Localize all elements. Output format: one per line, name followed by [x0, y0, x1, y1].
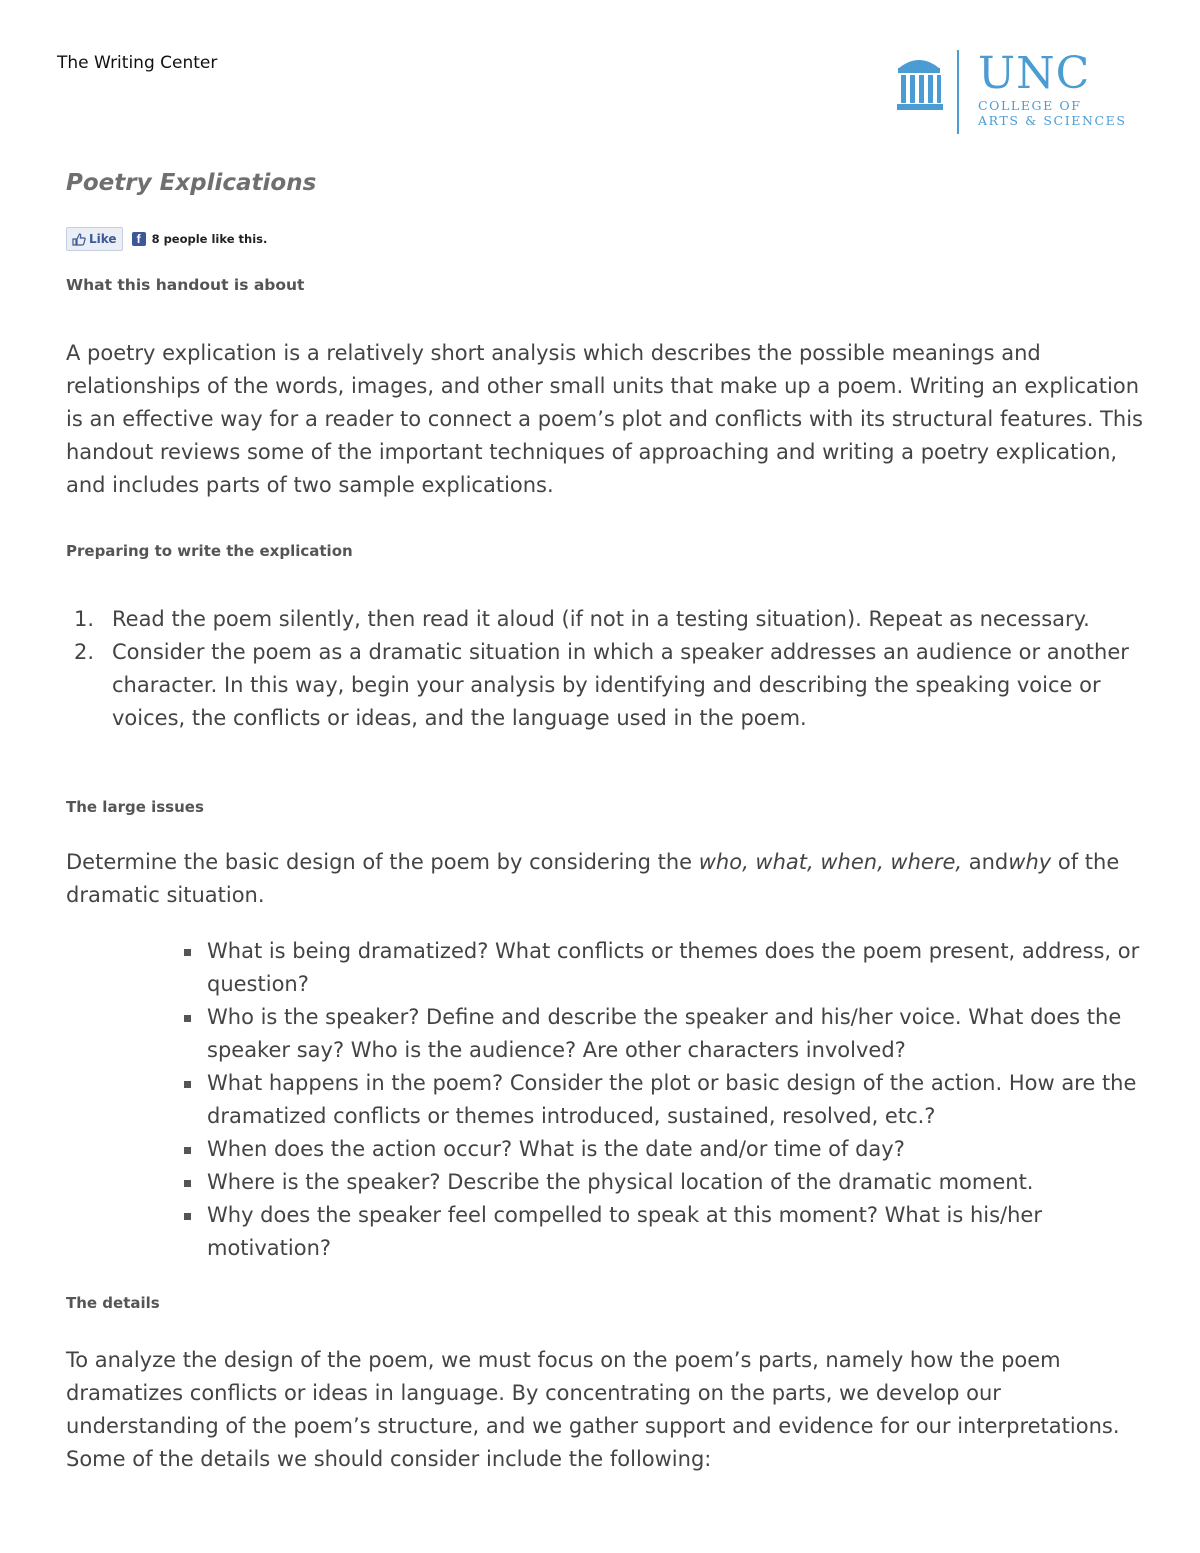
- list-item: [182, 1067, 1152, 1133]
- old-well-icon: [893, 50, 953, 134]
- heading-about: What this handout is about: [66, 276, 305, 294]
- list-item: [182, 935, 1152, 1001]
- intro-italic-who: who, what, when, where,: [698, 850, 963, 874]
- bullet-icon: [184, 1213, 191, 1220]
- bullet-icon: [184, 1147, 191, 1154]
- bullet-icon: [184, 1015, 191, 1022]
- question-text: Who is the speaker? Define and describe the speaker and his/her voice. What does the speaker say? Who is the audience? Are other characters involved?: [207, 1005, 1122, 1062]
- logo-unc: UNC: [978, 48, 1091, 99]
- like-button-label: Like: [89, 232, 117, 246]
- like-count: 8 people like this.: [151, 232, 268, 246]
- list-item: [66, 603, 1156, 636]
- intro-italic-why: why: [1008, 850, 1052, 874]
- page-title: Poetry Explications: [66, 170, 317, 196]
- list-item: [182, 1166, 1152, 1199]
- bullet-icon: [184, 1081, 191, 1088]
- logo-wordmark: [978, 50, 1127, 128]
- logo-line1: COLLEGE OF: [978, 98, 1082, 113]
- org-name: The Writing Center: [57, 53, 218, 73]
- facebook-icon: f: [132, 232, 146, 246]
- logo-line2: ARTS & SCIENCES: [978, 113, 1127, 128]
- details-paragraph: To analyze the design of the poem, we must focus on the poem’s parts, namely how the poem dramatizes conflicts or ideas in language. By concentrating on the parts, we develop our understanding of the poem’s structure, and we gather support and evidence for our interpretations. Some of the details we should consider include the following:: [66, 1348, 1120, 1471]
- question-text: Why does the speaker feel compelled to speak at this moment? What is his/her motivation?: [207, 1203, 1042, 1260]
- question-text: When does the action occur? What is the date and/or time of day?: [207, 1137, 905, 1161]
- question-text: What is being dramatized? What conflicts or themes does the poem present, address, or question?: [207, 939, 1140, 996]
- intro-text: Determine the basic design of the poem by considering the: [66, 850, 699, 874]
- bullet-icon: [184, 949, 191, 956]
- heading-details: The details: [66, 1294, 160, 1312]
- list-item: [182, 1133, 1152, 1166]
- intro-text: and: [962, 850, 1009, 874]
- unc-logo: [893, 50, 1143, 134]
- question-text: Where is the speaker? Describe the physical location of the dramatic moment.: [207, 1170, 1034, 1194]
- list-item: [182, 1001, 1152, 1067]
- heading-preparing: Preparing to write the explication: [66, 542, 353, 560]
- step-text: Consider the poem as a dramatic situation in which a speaker addresses an audience or another character. In this way, begin your analysis by identifying and describing the speaking voice or voices, the conflicts or ideas, and the language used in the poem.: [112, 640, 1129, 730]
- about-paragraph: A poetry explication is a relatively short analysis which describes the possible meanings and relationships of the words, images, and other small units that make up a poem. Writing an explication is an effective way for a reader to connect a poem’s plot and conflicts with its structural features. This handout reviews some of the important techniques of approaching and writing a poetry explication, and includes parts of two sample explications.: [66, 341, 1143, 497]
- list-item: [182, 1199, 1152, 1265]
- intro-text: of the dramatic situation.: [66, 850, 1120, 907]
- heading-large-issues: The large issues: [66, 798, 204, 816]
- question-text: What happens in the poem? Consider the plot or basic design of the action. How are the dramatized conflicts or themes introduced, sustained, resolved, etc.?: [207, 1071, 1137, 1128]
- step-text: Read the poem silently, then read it aloud (if not in a testing situation). Repeat as necessary.: [112, 607, 1090, 631]
- like-button[interactable]: [66, 227, 123, 251]
- bullet-icon: [184, 1180, 191, 1187]
- preparing-steps: [66, 603, 1156, 735]
- large-issues-intro: [66, 846, 1156, 912]
- question-list: [182, 935, 1152, 1265]
- list-item: [66, 636, 1156, 735]
- step-number: 1.: [74, 607, 95, 631]
- step-number: 2.: [74, 640, 95, 664]
- like-widget: [66, 226, 267, 252]
- thumbs-up-icon: [72, 233, 86, 246]
